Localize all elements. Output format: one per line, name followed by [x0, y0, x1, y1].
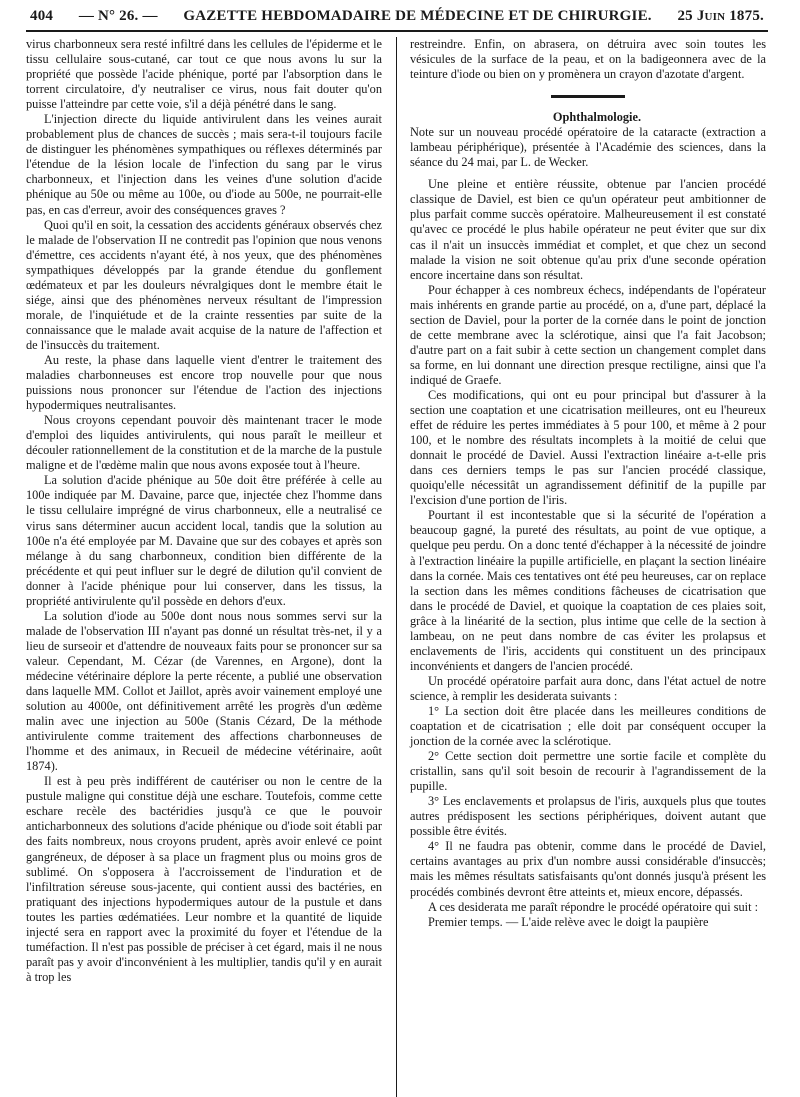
paragraph: La solution d'acide phénique au 50e doit être préférée à celle au 100e indiquée par M. Davaine, parce que, injectée chez l'homme dans le tissu cellulaire imprégné de virus charbonneux, elle a neutralisé ce virus sans déterminer aucun accident local, tandis que la solution au 100e n'a été employée par M. Davaine que sur des cobayes et après son mélange à du sang charbonneux, condition bien différente de la précédente et qui peut influer sur le degré de dilution qu'il convient de donner à l'acide phénique pour lui conserver, dans les tissus, la propriété antivirulente qu'il possède en dehors d'eux. [26, 473, 382, 608]
paragraph: Nous croyons cependant pouvoir dès maintenant tracer le mode d'emploi des liquides antivirulents, qui nous paraît le meilleur et découler rationnellement de la constitution et de la marche de la pustule maligne et de l'œdème malin que nous avons exposée tout à l'heure. [26, 413, 382, 473]
column-divider [396, 37, 397, 1097]
right-column [410, 37, 766, 985]
section-separator [551, 95, 625, 98]
paragraph: virus charbonneux sera resté infiltré dans les cellules de l'épiderme et le tissu cellulaire sous-cutané, car tout ce que nous avons lu sur la propriété que possède l'acide phénique, porté par l'absorption dans le torrent circulatoire, d'y neutraliser ce virus, nous fait douter qu'on puisse l'atteindre par cette voie, s'il a déjà pénétré dans le sang. [26, 37, 382, 112]
paragraph: Quoi qu'il en soit, la cessation des accidents généraux observés chez le malade de l'observation II ne contredit pas l'opinion que nous venons d'émettre, ces accidents n'ayant été, à nos yeux, que des phénomènes sympathiques développés par la grande étendue du gonflement œdémateux et par les douleurs névralgiques dont le membre était le siége, ainsi que des phénomènes nerveux résultant de l'impression morale, de l'inquiétude et de la crainte ressenties par suite de la connaissance que le malade avait acquise de la nature de l'affection et de l'insuccès du traitement. [26, 217, 382, 352]
paragraph: Ces modifications, qui ont eu pour principal but d'assurer à la section une coaptation et une cicatrisation meilleures, ont eu l'heureux effet de réduire les pertes immédiates à 5 pour 100, et même à 2 pour 100, et le nombre des résultats incomplets à la moitié de celui que donnait le procédé de Daviel. Aussi l'extraction linéaire a-t-elle pris dans ces derniers temps le pas sur l'ancien procédé classique, quoiqu'elle nécessitât un agrandissement définitif de la pupille par l'excision d'une portion de l'iris. [410, 387, 766, 508]
journal-title: GAZETTE HEBDOMADAIRE DE MÉDECINE ET DE CHIRURGIE. [183, 8, 652, 24]
paragraph: Au reste, la phase dans laquelle vient d'entrer le traitement des maladies charbonneuses est encore trop nouvelle pour que nous puissions nous prononcer sur l'étendue de l'action des injections hypodermiques neutralisantes. [26, 352, 382, 413]
list-item: 2° Cette section doit permettre une sortie facile et complète du cristallin, sans qu'il soit besoin de recourir à l'agrandissement de la pupille. [410, 749, 766, 794]
paragraph: Un procédé opératoire parfait aura donc, dans l'état actuel de notre science, à remplir les desiderata suivants : [410, 673, 766, 703]
list-item: 3° Les enclavements et prolapsus de l'iris, auxquels plus que toutes autres prédisposent les sections périphériques, doivent autant que possible être évités. [410, 794, 766, 839]
article-title: Note sur un nouveau procédé opératoire de la cataracte (extraction a lambeau périphérique), présentée à l'Académie des sciences, dans la séance du 24 mai, par L. de Wecker. [410, 125, 766, 170]
paragraph: A ces desiderata me paraît répondre le procédé opératoire qui suit : [428, 899, 759, 914]
paragraph: La solution d'iode au 500e dont nous nous sommes servi sur la malade de l'observation III n'ayant pas donné un résultat très-net, il y a lieu de surseoir et d'attendre de nouveaux faits pour se prononcer sur sa valeur. Cependant, M. Cézar (de Varennes, en Argone), dont la médecine vétérinaire déplore la perte récente, a publié une observation dans laquelle MM. Collot et Jaillot, après avoir vainement employé une solution au 4000e, ont définitivement arrêté les progrès d'un œdème malin avec une injection au 500e (Stanis Cézard, De la méthode antivirulente comme traitement des affections charbonneuses de l'homme et des animaux, in Recueil de médecine vétérinaire, août 1874). [26, 608, 382, 774]
paragraph: Une pleine et entière réussite, obtenue par l'ancien procédé classique de Daviel, est bien ce qu'un opérateur peut ambitionner de plus parfait comme succès opératoire. Malheureusement il est constaté qu'avec ce procédé le plus habile opérateur ne peut éviter que sur dix cas il n'ait un insuccès immédiat et complet, et que chez un second malade la vision ne soit obtenue qu'au prix d'une seconde opération encore incertaine dans son résultat. [410, 177, 766, 282]
list-item: 1° La section doit être placée dans les meilleures conditions de coaptation et de cicatrisation ; elle doit par conséquent occuper la jonction de la cornée avec la sclérotique. [410, 703, 766, 749]
page-header [26, 8, 768, 32]
paragraph: Premier temps. — L'aide relève avec le doigt la paupière [428, 914, 709, 929]
article-columns [26, 37, 768, 985]
issue-number: — N° 26. — [78, 8, 158, 24]
section-title: Ophthalmologie. [552, 110, 642, 125]
paragraph: L'injection directe du liquide antivirulent dans les veines aurait probablement plus de chances de succès ; mais sera-t-il toujours facile de distinguer les phénomènes sympathiques ou réflexes déterminés par l'étendue de la lésion locale de l'infection du sang par le virus charbonneux, et l'injection dans les veines d'une solution d'acide phénique au 50e ou même au 100e, ou d'iode au 500e, ne pourrait-elle pas, en cas d'erreur, avoir des conséquences graves ? [26, 112, 382, 217]
list-item: 4° Il ne faudra pas obtenir, comme dans le procédé de Daviel, certains avantages au prix d'un nombre aussi considérable d'insuccès; mais les mêmes résultats satisfaisants qu'ont donnés jusqu'à présent les procédés combinés devront être atteints et, mieux encore, dépassés. [410, 839, 766, 899]
paragraph: Pour échapper à ces nombreux échecs, indépendants de l'opérateur mais inhérents en grande partie au procédé, on a, d'une part, déplacé la section de Daviel, pour la porter de la cornée dans le point de jonction de cette membrane avec la sclérotique, ainsi que l'a fait Jacobson; d'autre part on a fait subir à cette section un changement complet dans sa forme, en lui donnant une direction presque rectiligne, ainsi que l'a indiqué de Graefe. [410, 282, 766, 387]
paragraph: Pourtant il est incontestable que si la sécurité de l'opération a beaucoup gagné, la pureté des résultats, au point de vue optique, a quelque peu perdu. On a donc tenté d'échapper à la nécessité de joindre à l'extraction linéaire la pupille artificielle, en plaçant la section linéaire dans la cornée. Mais ces tentatives ont été peu heureuses, car on replace la section dans les mêmes conditions fâcheuses de cicatrisation que dans le procédé de Daviel, et quoique la coaptation de ces plaies soit, grâce à la linéarité de la section, plus intime que celle de la section à lambeau, on ne peut dans nombre de cas éviter les prolapsus et enclavements de l'iris, accidents qui constituent un des principaux inconvénients et dangers de l'ancien procédé. [410, 508, 766, 673]
issue-date: 25 Juin 1875. [677, 8, 764, 24]
paragraph: restreindre. Enfin, on abrasera, on détruira avec soin toutes les vésicules de la surface de la peau, et on la badigeonnera avec de la teinture d'iode ou bien on y promènera un crayon d'azotate d'argent. [410, 37, 766, 82]
page-number: 404 [30, 8, 54, 24]
paragraph: Il est à peu près indifférent de cautériser ou non le centre de la pustule maligne qui constitue déjà une eschare. Toutefois, comme cette eschare recèle des bactéridies jusqu'à ce que le pouvoir anticharbonneux des solutions d'acide phénique ou d'iode soit établi par des faits nombreux, nous croyons prudent, après avoir enlevé ce point gangréneux, de déposer à sa place un fragment plus ou moins gros de sublimé. On s'opposera à l'accroissement de l'induration et de l'infiltration séreuse sous-jacente, qui contient aussi des bactéries, en pratiquant des injections hypodermiques autour de la pustule et dans toutes les parties œdématiées. Leur nombre et la quantité de liquide injecté sera en rapport avec la proximité du foyer et l'étendue de la tuméfaction. Il n'est pas possible de préciser à cet égard, mais il ne nous paraît pas y avoir d'inconvénient à les multiplier, tandis qu'il y en aurait à trop les [26, 774, 382, 984]
left-column [26, 37, 382, 985]
